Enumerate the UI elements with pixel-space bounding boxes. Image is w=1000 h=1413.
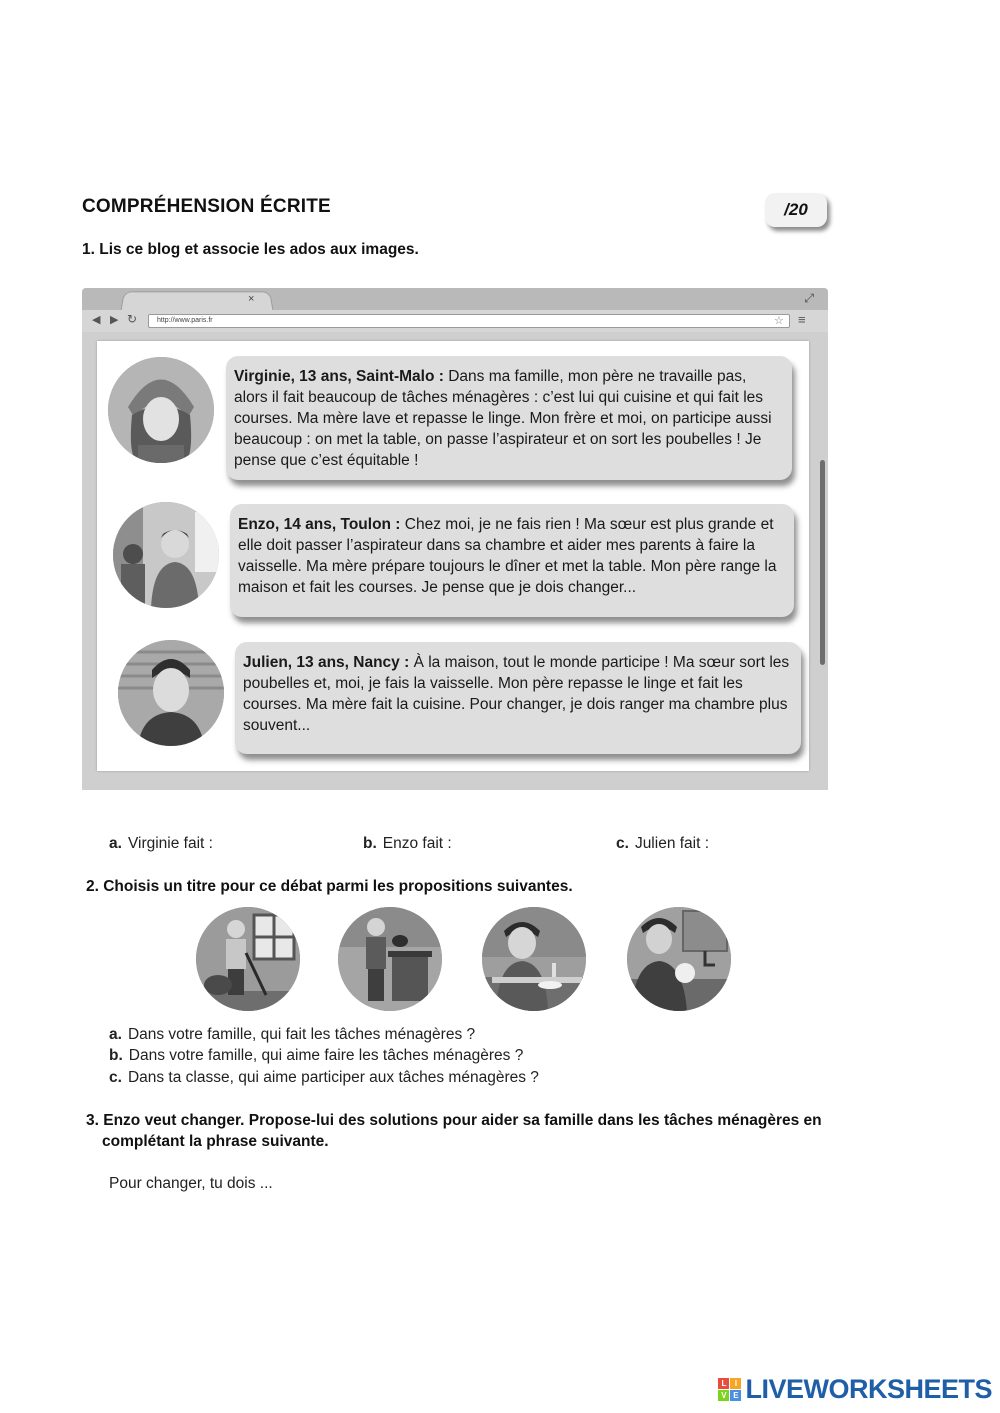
answer-label: Enzo fait : — [382, 835, 452, 852]
avatar-enzo — [113, 502, 219, 608]
post-author: Julien, 13 ans, Nancy : — [243, 654, 410, 671]
forward-icon[interactable]: ▶ — [110, 314, 119, 326]
question-1-title: 1. Lis ce blog et associe les ados aux images. — [82, 241, 419, 258]
answer-letter: b. — [363, 835, 377, 852]
option-label: Dans ta classe, qui aime participer aux tâches ménagères ? — [127, 1069, 539, 1086]
answer-b — [363, 835, 452, 853]
back-icon[interactable]: ◀ — [92, 314, 101, 326]
answer-letter: a. — [109, 835, 122, 852]
post-author: Enzo, 14 ans, Toulon : — [238, 516, 401, 533]
answer-c — [616, 835, 709, 853]
expand-icon[interactable]: ⤢ — [804, 291, 814, 305]
answer-a — [109, 835, 213, 853]
star-icon[interactable]: ☆ — [774, 315, 784, 327]
question-3-title: 3. Enzo veut changer. Propose-lui des solutions pour aider sa famille dans les tâches ménagères en — [86, 1112, 822, 1129]
reload-icon[interactable]: ↻ — [127, 312, 138, 326]
illustration-washing-dishes — [627, 907, 731, 1011]
option-label: Dans votre famille, qui fait les tâches ménagères ? — [127, 1026, 476, 1043]
title-option-c — [109, 1069, 539, 1087]
close-icon[interactable]: × — [248, 293, 255, 305]
illustration-vacuuming — [196, 907, 300, 1011]
url-bar[interactable]: http://www.paris.fr — [148, 314, 790, 328]
post-text: À la maison, tout le monde participe ! Ma sœur sort les poubelles et, moi, je fais la vaisselle. Mon père repasse le linge et fait les courses. Ma mère fait la cuisine. Pour changer, je dois ranger ma chambre plus souvent... — [243, 654, 790, 734]
blog-post-virginie — [226, 356, 792, 480]
illustration-setting-table — [482, 907, 586, 1011]
question-2-title: 2. Choisis un titre pour ce débat parmi les propositions suivantes. — [86, 878, 573, 895]
option-letter: a. — [109, 1026, 122, 1043]
menu-icon[interactable]: ≡ — [798, 312, 806, 327]
logo-tile: V — [718, 1390, 729, 1401]
answer-letter: c. — [616, 835, 629, 852]
title-option-a — [109, 1026, 475, 1044]
avatar-virginie — [108, 357, 214, 463]
question-3-prompt: Pour changer, tu dois ... — [109, 1175, 273, 1192]
scrollbar[interactable] — [820, 460, 825, 665]
illustration-taking-out-trash — [338, 907, 442, 1011]
logo-tile: E — [730, 1390, 741, 1401]
post-text: Chez moi, je ne fais rien ! Ma sœur est plus grande et elle doit passer l’aspirateur dans sa chambre et aider mes parents à faire la vaisselle. Ma mère prépare toujours le dîner et met la table. Mon père range la maison et fait les courses. Je pense que je dois changer... — [238, 516, 777, 596]
title-option-b — [109, 1047, 523, 1065]
post-text: Dans ma famille, mon père ne travaille pas, alors il fait beaucoup de tâches ménagères : c’est lui qui cuisine et qui fait les courses. Ma mère lave et repasse le linge. Mon frère et moi, on participe aussi beaucoup : on met la table, on passe l’aspirateur et on sort les poubelles ! Je pense que c’est équitable ! — [234, 368, 772, 469]
question-3-title-continued: complétant la phrase suivante. — [102, 1133, 329, 1150]
score-badge: /20 — [765, 193, 827, 227]
option-letter: c. — [109, 1069, 122, 1086]
liveworksheets-logo — [718, 1374, 992, 1405]
brand-name: LIVEWORKSHEETS — [745, 1374, 992, 1404]
answer-label: Julien fait : — [634, 835, 710, 852]
logo-tile: I — [730, 1378, 741, 1389]
section-title: COMPRÉHENSION ÉCRITE — [82, 196, 331, 217]
logo-tiles — [718, 1378, 741, 1401]
option-letter: b. — [109, 1047, 123, 1064]
blog-post-julien — [235, 642, 801, 754]
blog-post-enzo — [230, 504, 794, 617]
logo-tile: L — [718, 1378, 729, 1389]
post-author: Virginie, 13 ans, Saint-Malo : — [234, 368, 444, 385]
answer-label: Virginie fait : — [127, 835, 213, 852]
option-label: Dans votre famille, qui aime faire les tâches ménagères ? — [128, 1047, 524, 1064]
browser-window — [82, 288, 828, 790]
avatar-julien — [118, 640, 224, 746]
